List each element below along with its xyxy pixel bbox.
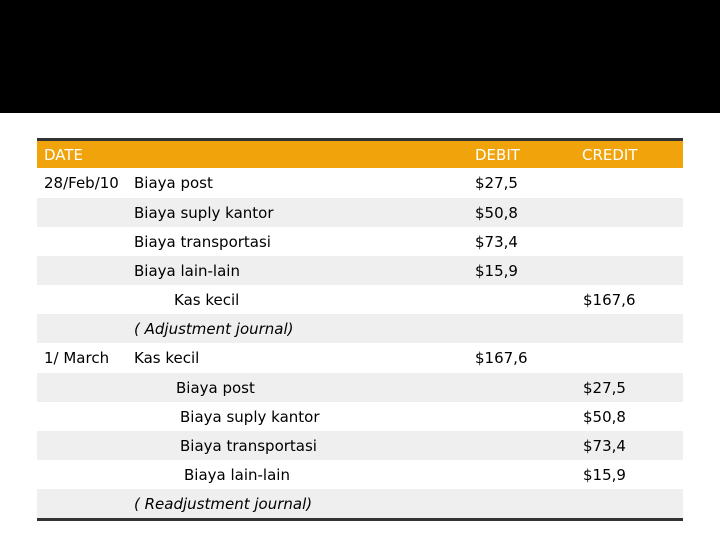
row-debit: $50,8: [475, 203, 518, 222]
row-credit: $15,9: [583, 465, 626, 484]
table-row: [37, 227, 683, 256]
header-debit: DEBIT: [475, 145, 520, 164]
row-debit: $15,9: [475, 261, 518, 280]
row-account: Biaya lain-lain: [184, 465, 290, 484]
row-debit: $27,5: [475, 173, 518, 192]
row-account: Biaya lain-lain: [134, 261, 240, 280]
row-account: Biaya transportasi: [180, 436, 317, 455]
table-bottom-rule: [37, 518, 683, 521]
table-row: [37, 343, 683, 372]
row-account: Kas kecil: [174, 290, 240, 309]
row-credit: $27,5: [583, 378, 626, 397]
table-row: [37, 198, 683, 227]
row-account: Kas kecil: [134, 348, 200, 367]
table-row: [37, 460, 683, 489]
row-account: Biaya post: [134, 173, 213, 192]
table-row: [37, 256, 683, 285]
row-account: Biaya suply kantor: [180, 407, 320, 426]
table-row: [37, 285, 683, 314]
row-account: Biaya post: [176, 378, 255, 397]
table-row: [37, 431, 683, 460]
table-row: [37, 168, 683, 197]
row-credit: $167,6: [583, 290, 636, 309]
table-header-row: [37, 141, 683, 168]
table-row: [37, 373, 683, 402]
row-debit: $167,6: [475, 348, 528, 367]
row-journal-note: ( Adjustment journal): [134, 319, 294, 338]
row-journal-note: ( Readjustment journal): [134, 494, 313, 513]
row-credit: $73,4: [583, 436, 626, 455]
row-account: Biaya transportasi: [134, 232, 271, 251]
header-credit: CREDIT: [582, 145, 638, 164]
table-row: [37, 489, 683, 518]
row-account: Biaya suply kantor: [134, 203, 274, 222]
row-date: 1/ March: [44, 348, 110, 367]
table-row: [37, 314, 683, 343]
row-debit: $73,4: [475, 232, 518, 251]
row-credit: $50,8: [583, 407, 626, 426]
header-date: DATE: [44, 145, 84, 164]
row-date: 28/Feb/10: [44, 173, 119, 192]
table-row: [37, 402, 683, 431]
